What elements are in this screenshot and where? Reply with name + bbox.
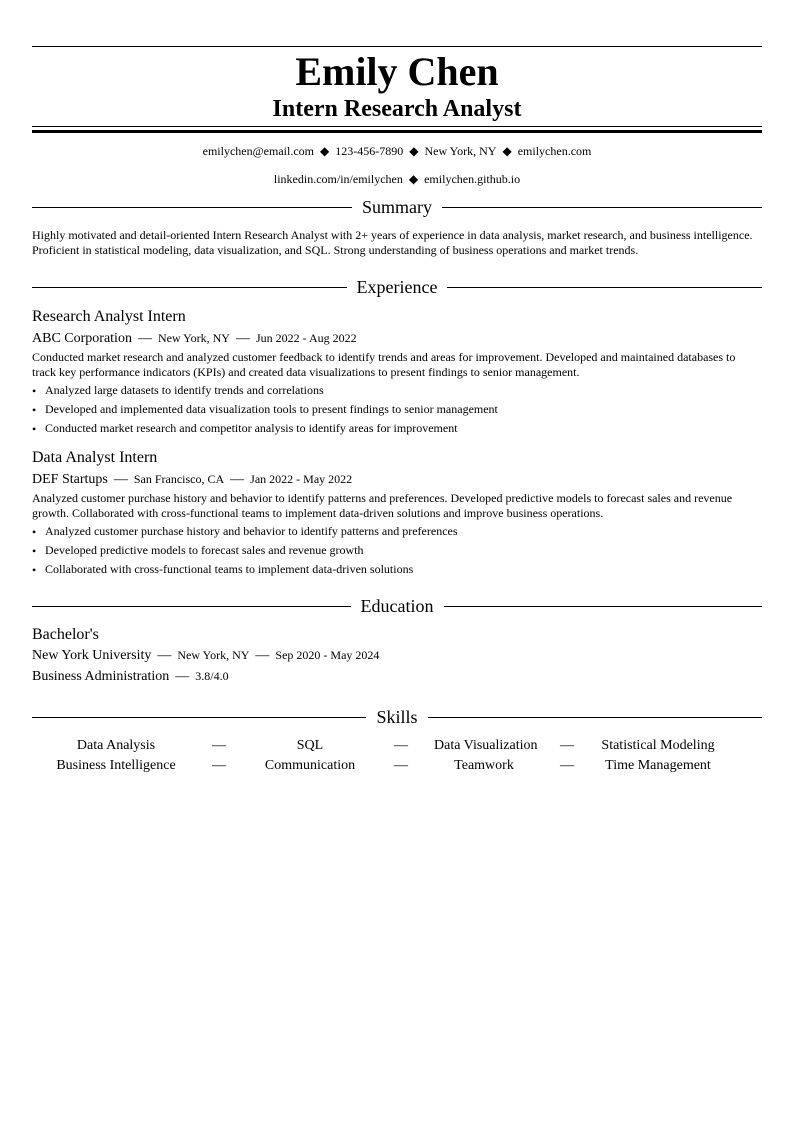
skill-item: Communication	[264, 758, 356, 773]
skill-item: Statistical Modeling	[601, 738, 715, 753]
skills-grid	[32, 737, 762, 775]
skill-item: Data Visualization	[434, 738, 538, 753]
school-dates: Sep 2020 - May 2024	[275, 648, 380, 662]
skill-item: Time Management	[605, 758, 711, 773]
dash-separator: —	[137, 331, 152, 346]
contact-row-2	[32, 172, 762, 186]
skills-section-heading	[32, 707, 762, 727]
education-section-heading	[32, 596, 762, 616]
dash-separator: —	[175, 669, 190, 684]
top-rule	[32, 46, 762, 47]
job-bullets	[32, 383, 762, 436]
job-company: ABC Corporation	[32, 331, 132, 346]
list-item: • Developed and implemented data visualization tools to present findings to senior management	[32, 402, 498, 417]
list-item: • Analyzed large datasets to identify trends and correlations	[32, 383, 324, 398]
job-entry	[32, 308, 762, 436]
skills-row	[32, 737, 762, 755]
diamond-separator-icon: ◆	[320, 144, 330, 158]
degree: Bachelor's	[32, 626, 99, 643]
github-link[interactable]: emilychen.github.io	[424, 172, 521, 186]
header-double-rule	[32, 126, 762, 133]
job-company: DEF Startups	[32, 472, 108, 487]
job-location: San Francisco, CA	[133, 472, 225, 486]
skills-row	[32, 757, 762, 775]
diamond-separator-icon: ◆	[408, 172, 419, 186]
skill-item: Teamwork	[454, 758, 514, 773]
job-title: Data Analyst Intern	[32, 449, 158, 466]
bullet-icon: •	[32, 525, 37, 539]
dash-separator: —	[235, 331, 250, 346]
summary-text: Highly motivated and detail-oriented Intern Research Analyst with 2+ years of experience in data analysis, market research, and business intelligence. Proficient in statistical modeling, data visualization, and SQL. Strong understanding of business operations and market trends.	[32, 228, 753, 257]
major: Business Administration	[32, 669, 170, 684]
job-entry	[32, 449, 762, 577]
location-text: New York, NY	[424, 144, 497, 158]
dash-separator: —	[212, 738, 226, 753]
gpa: 3.8/4.0	[195, 669, 229, 683]
experience-section-heading	[32, 277, 762, 297]
education-meta	[32, 647, 762, 664]
diamond-separator-icon: ◆	[409, 144, 419, 158]
skill-item: SQL	[296, 738, 324, 753]
dash-separator: —	[394, 758, 408, 773]
linkedin-link[interactable]: linkedin.com/in/emilychen	[273, 172, 403, 186]
resume-page	[32, 46, 762, 777]
diamond-separator-icon: ◆	[502, 144, 512, 158]
website-link[interactable]: emilychen.com	[517, 144, 592, 158]
bullet-icon: •	[32, 384, 37, 398]
skill-item: Data Analysis	[76, 738, 156, 753]
dash-separator: —	[255, 648, 270, 663]
skills-heading: Skills	[376, 707, 418, 727]
dash-separator: —	[560, 738, 574, 753]
summary-section-heading	[32, 197, 762, 217]
job-meta	[32, 471, 762, 488]
dash-separator: —	[157, 648, 172, 663]
candidate-role: Intern Research Analyst	[272, 96, 522, 122]
list-item: • Developed predictive models to forecast sales and revenue growth	[32, 543, 364, 558]
list-item: • Analyzed customer purchase history and behavior to identify patterns and preferences	[32, 524, 458, 539]
job-dates: Jun 2022 - Aug 2022	[255, 331, 357, 345]
major-row	[32, 668, 762, 685]
job-title: Research Analyst Intern	[32, 308, 186, 325]
job-location: New York, NY	[157, 331, 230, 345]
contact-row-1	[32, 144, 762, 158]
job-description: Analyzed customer purchase history and behavior to identify patterns and preferences. Developed predictive models to forecast sales and revenue growth. Collaborated with cross-functional teams to implement data-driven solutions and improve business operations.	[32, 491, 733, 520]
education-heading: Education	[360, 596, 434, 616]
school-name: New York University	[32, 648, 152, 663]
job-description: Conducted market research and analyzed customer feedback to identify trends and areas for improvement. Developed and maintained databases to track key performance indicators (KPIs) and created data visualizations to present findings to senior management.	[32, 350, 736, 379]
school-location: New York, NY	[177, 648, 250, 662]
dash-separator: —	[394, 738, 408, 753]
experience-heading: Experience	[356, 277, 438, 297]
candidate-name: Emily Chen	[295, 49, 499, 94]
bullet-icon: •	[32, 422, 37, 436]
bullet-icon: •	[32, 403, 37, 417]
skill-item: Business Intelligence	[56, 758, 176, 773]
dash-separator: —	[212, 758, 226, 773]
job-dates: Jan 2022 - May 2022	[250, 472, 353, 486]
bullet-icon: •	[32, 563, 37, 577]
dash-separator: —	[560, 758, 574, 773]
summary-heading: Summary	[362, 197, 432, 217]
dash-separator: —	[113, 472, 128, 487]
email-link[interactable]: emilychen@email.com	[202, 144, 314, 158]
list-item: • Collaborated with cross-functional teams to implement data-driven solutions	[32, 562, 414, 577]
bullet-icon: •	[32, 544, 37, 558]
job-meta	[32, 330, 762, 347]
job-bullets	[32, 524, 762, 577]
phone-text: 123-456-7890	[335, 144, 404, 158]
list-item: • Conducted market research and competitor analysis to identify areas for improvement	[32, 421, 458, 436]
education-entry	[32, 626, 762, 685]
dash-separator: —	[230, 472, 245, 487]
